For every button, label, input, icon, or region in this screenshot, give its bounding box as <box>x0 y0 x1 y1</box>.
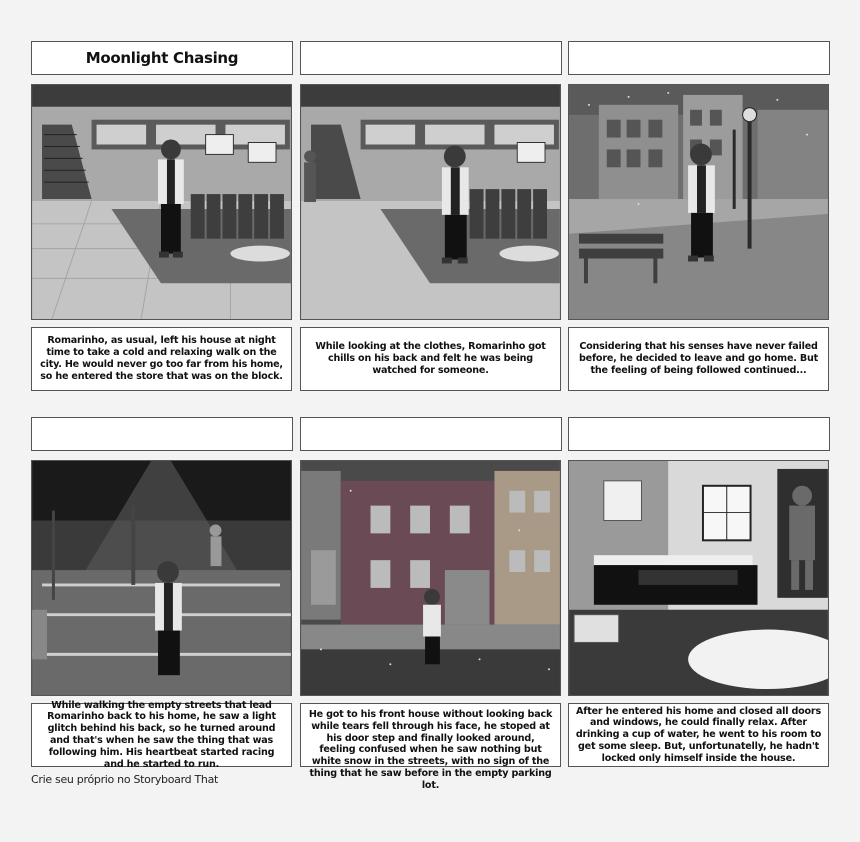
caption-6 <box>568 703 829 767</box>
shadow-figure <box>304 150 316 202</box>
title-cell-1 <box>31 41 293 75</box>
caption-3-text: Considering that his senses have never failed before, he decided to leave and go home. But the feeling of being followed continued... <box>578 341 818 376</box>
caption-1-text: Romarinho, as usual, left his house at night time to take a cold and relaxing walk on the city. He would never go too far from his home, so he entered the store that was on the block. <box>40 335 283 382</box>
caption-5-text: He got to his front house without looking back while tears fell through his face, he stoped at his door step and finally looked around, feeling confused when he saw nothing but white snow in the streets, with no sign of the thing that he saw before in the empty parking lot. <box>308 709 553 791</box>
scene-4-parking-lot <box>31 460 292 696</box>
scene-1-store <box>31 84 292 320</box>
caption-3 <box>568 327 829 391</box>
storyboard-title: Moonlight Chasing <box>85 49 239 67</box>
storyboard-that-credit[interactable]: Crie seu próprio no Storyboard That <box>31 773 219 786</box>
caption-6-text: After he entered his home and closed all doors and windows, he could finally relax. After drinking a cup of water, he went to his room to get some sleep. But, unfortunatelly, he hadn't locked only himself inside the house. <box>575 705 822 764</box>
scene-5-front-house <box>300 460 561 696</box>
title-cell-2 <box>300 41 562 75</box>
title-cell-4 <box>31 417 293 451</box>
title-cell-5 <box>300 417 562 451</box>
shadow-figure <box>210 524 222 566</box>
caption-2 <box>300 327 561 391</box>
caption-5 <box>300 703 561 791</box>
title-cell-3 <box>568 41 830 75</box>
title-cell-6 <box>568 417 830 451</box>
caption-1 <box>31 327 292 391</box>
character-romarinho <box>423 589 441 664</box>
scene-3-city-street <box>568 84 829 320</box>
caption-2-text: While looking at the clothes, Romarinho got chills on his back and felt he was being watched for someone. <box>315 341 546 376</box>
bed <box>594 555 758 605</box>
caption-4 <box>31 699 292 770</box>
caption-4-text: While walking the empty streets that lead Romarinho back to his home, he saw a light glitch behind his back, so he turned around and that's when he saw the thing that was following him. His heartbeat started racing and he started to run. <box>47 699 276 770</box>
scene-2-store-watched <box>300 84 561 320</box>
scene-6-bedroom <box>568 460 829 696</box>
